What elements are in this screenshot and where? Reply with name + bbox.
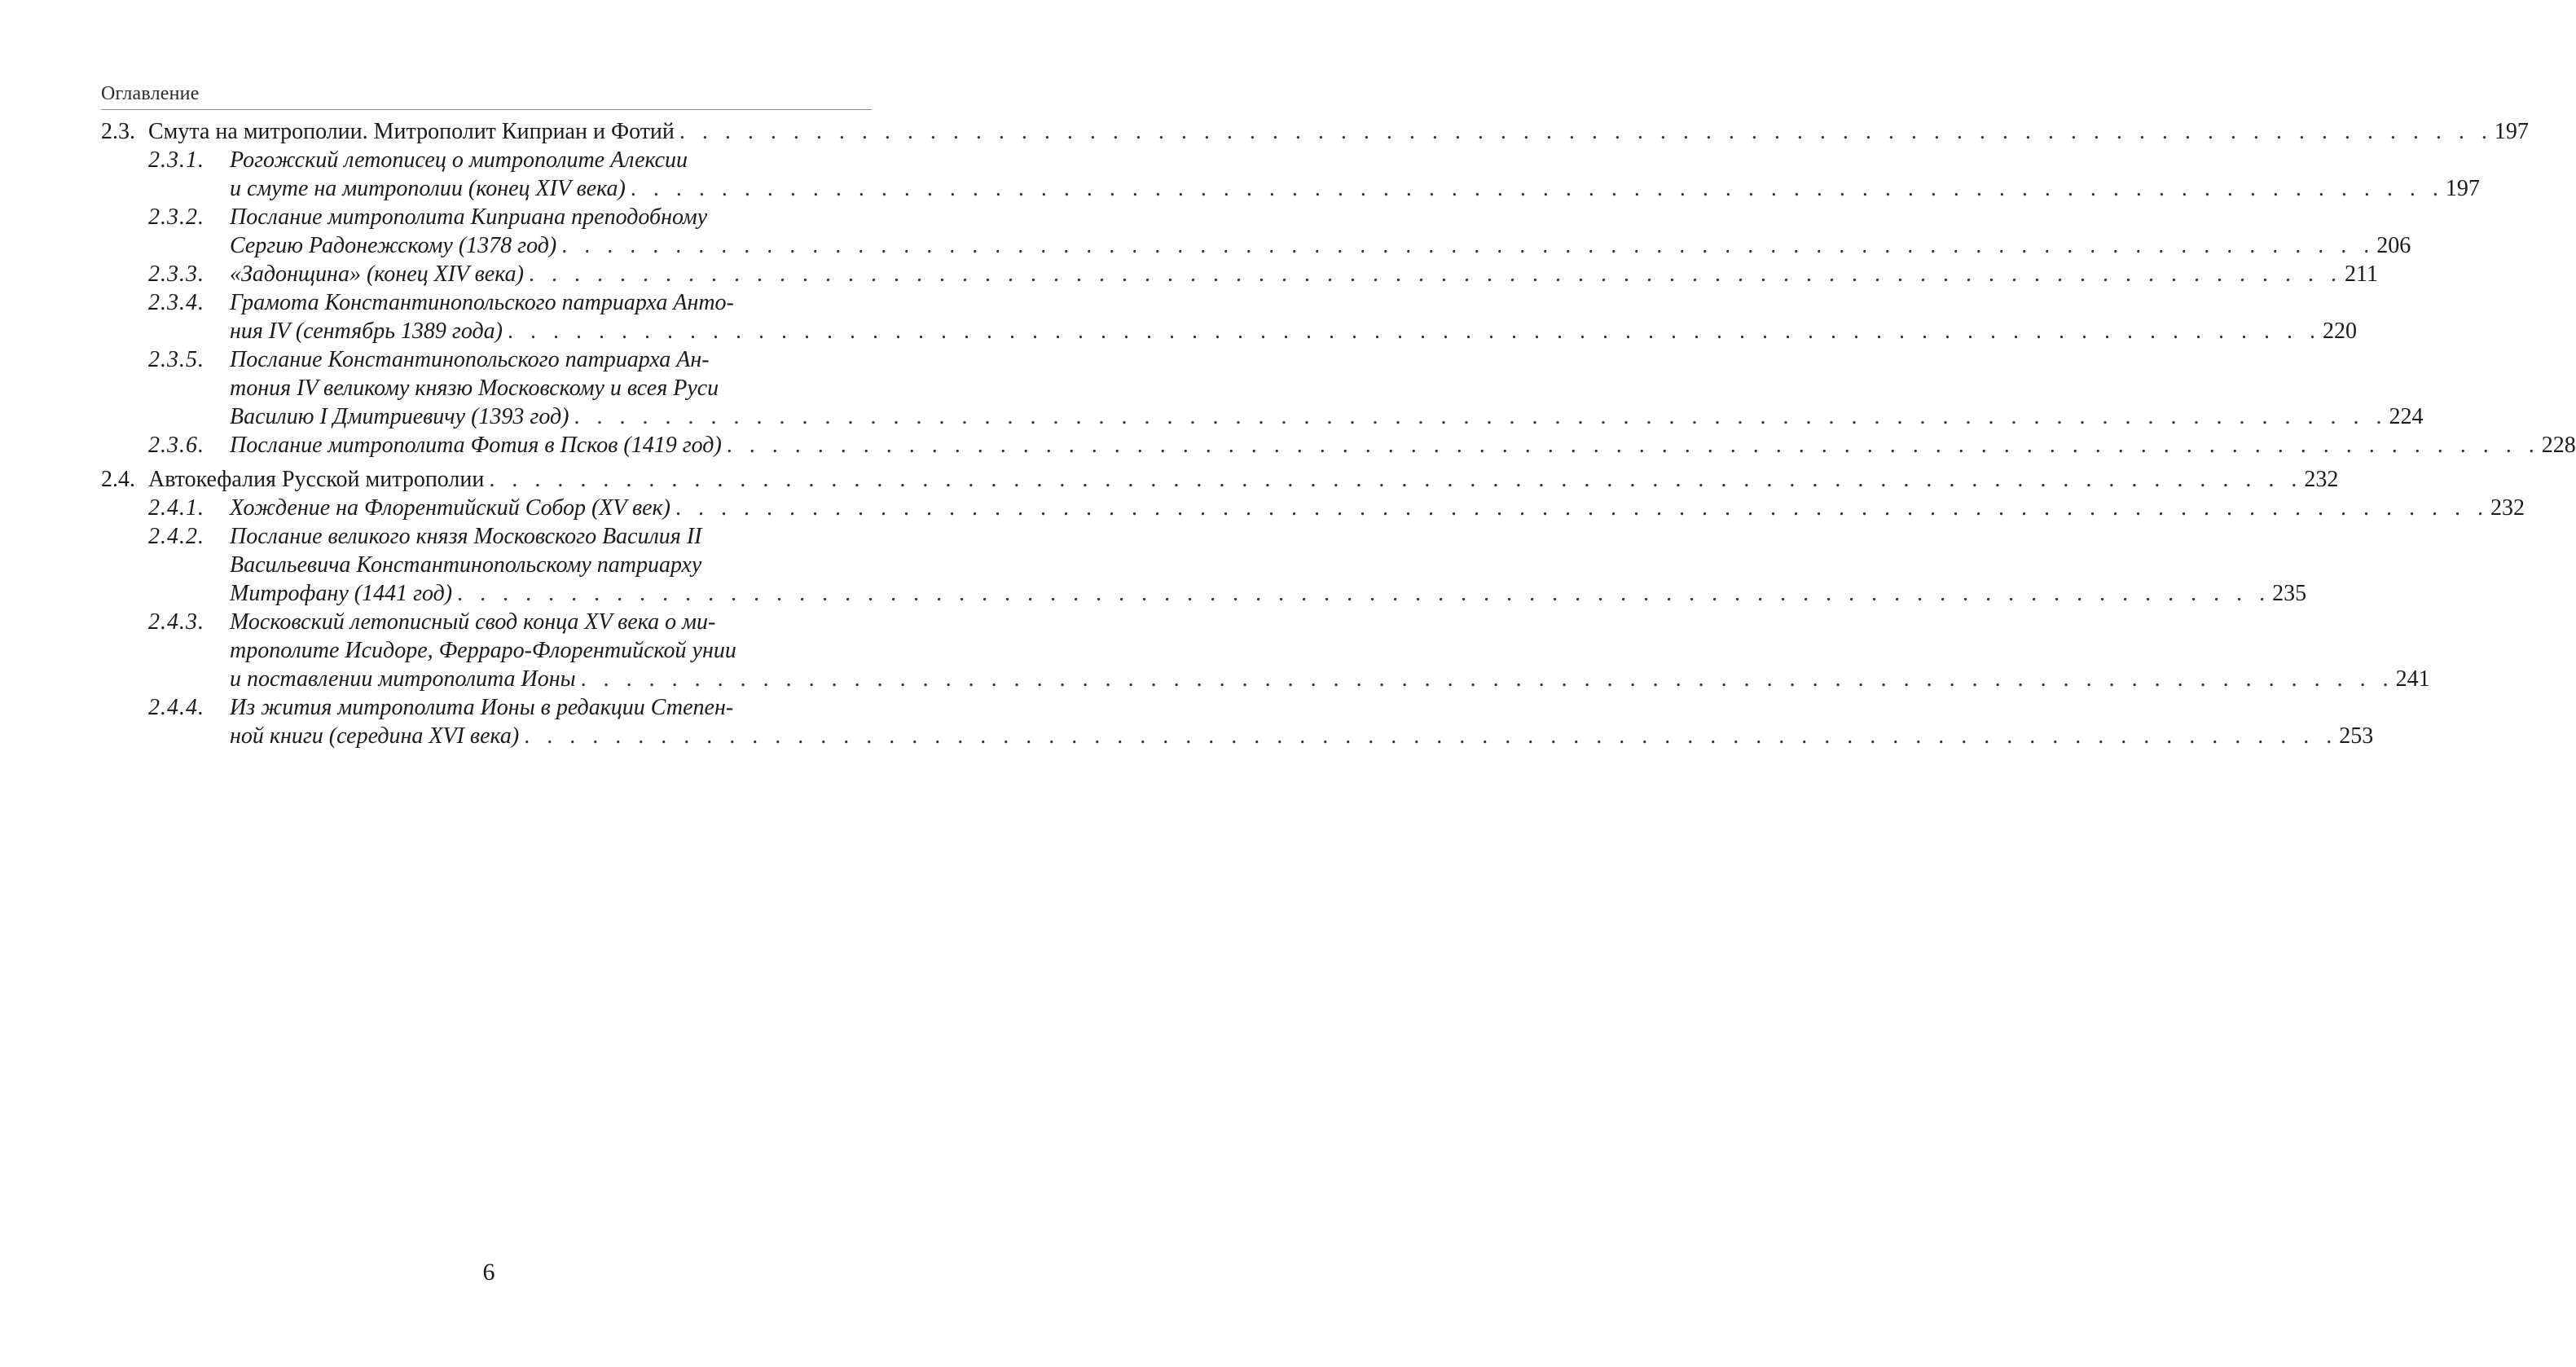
- toc-line: [101, 203, 872, 231]
- toc-entry-number: 2.3.1.: [148, 146, 204, 174]
- toc-entry-title: Послание великого князя Московского Василия II: [230, 522, 872, 551]
- dot-leader: . . . . . . . . . . . . . . . . . . . . . . . . . . . . . . . . . . . . . . . . . . . . . . . . . . . . . . . . . . . . . . . . . . . . . . . . . . . . . . . .: [569, 402, 2387, 431]
- toc-entry-title: Послание Константинопольского патриарха Ан-: [230, 345, 872, 374]
- toc-entry-title: Василию I Дмитриевичу (1393 год): [230, 402, 569, 431]
- toc-section: [101, 465, 872, 494]
- toc-entry-number: 2.3.3.: [148, 260, 204, 288]
- toc-line: [101, 231, 872, 260]
- toc-subsection: [101, 203, 872, 260]
- dot-leader: . . . . . . . . . . . . . . . . . . . . . . . . . . . . . . . . . . . . . . . . . . . . . . . . . . . . . . . . . . . . . . . . . . . . . . . . . . . . . . . .: [519, 722, 2337, 750]
- toc-page-number: 253: [2337, 722, 2373, 750]
- toc-entry-title: ной книги (середина XVI века): [230, 722, 519, 750]
- toc-page-number: 228: [2540, 431, 2576, 459]
- toc-page-number: 211: [2342, 260, 2378, 288]
- toc-subsection: [101, 494, 872, 522]
- toc-line: [101, 693, 872, 722]
- toc-page-number: 232: [2302, 465, 2338, 494]
- toc-entry-title: Сергию Радонежскому (1378 год): [230, 231, 556, 260]
- dot-leader: . . . . . . . . . . . . . . . . . . . . . . . . . . . . . . . . . . . . . . . . . . . . . . . . . . . . . . . . . . . . . . . . . . . . . . . . . . . . . . . .: [675, 117, 2493, 146]
- toc-entry-title: ния IV (сентябрь 1389 года): [230, 317, 503, 345]
- toc-line: [101, 345, 872, 374]
- toc-entry-number: 2.3.6.: [148, 431, 204, 459]
- toc-entry-title: трополите Исидоре, Ферраро-Флорентийской унии: [230, 636, 872, 665]
- toc-entry-title: Послание митрополита Фотия в Псков (1419 год): [230, 431, 722, 459]
- toc-page-number: 197: [2444, 174, 2480, 203]
- toc-line: [101, 636, 872, 665]
- dot-leader: . . . . . . . . . . . . . . . . . . . . . . . . . . . . . . . . . . . . . . . . . . . . . . . . . . . . . . . . . . . . . . . . . . . . . . . . . . . . . . . .: [484, 465, 2302, 494]
- toc-subsection: [101, 260, 872, 288]
- toc-entry-number: 2.3.2.: [148, 203, 204, 231]
- toc-page-number: 232: [2489, 494, 2525, 522]
- toc-section: [101, 117, 872, 146]
- toc-line: [101, 608, 872, 636]
- toc-line: [101, 465, 872, 494]
- toc-entry-leader-line: [230, 722, 872, 750]
- toc-entry-leader-line: [230, 174, 872, 203]
- toc-page-number: 235: [2270, 579, 2306, 608]
- dot-leader: . . . . . . . . . . . . . . . . . . . . . . . . . . . . . . . . . . . . . . . . . . . . . . . . . . . . . . . . . . . . . . . . . . . . . . . . . . . . . . . .: [722, 431, 2540, 459]
- toc-entry-leader-line: [230, 431, 872, 459]
- toc-line: [101, 665, 872, 693]
- toc-entry-leader-line: [230, 260, 872, 288]
- toc-page-number: 220: [2321, 317, 2357, 345]
- toc-entry-number: 2.4.2.: [148, 522, 204, 551]
- toc-entry-title: Послание митрополита Киприана преподобному: [230, 203, 872, 231]
- dot-leader: . . . . . . . . . . . . . . . . . . . . . . . . . . . . . . . . . . . . . . . . . . . . . . . . . . . . . . . . . . . . . . . . . . . . . . . . . . . . . . . .: [452, 579, 2270, 608]
- toc-line: [101, 551, 872, 579]
- toc-subsection: [101, 431, 872, 459]
- toc-line: [101, 146, 872, 174]
- toc-entry-number: 2.4.4.: [148, 693, 204, 722]
- toc-line: [101, 579, 872, 608]
- toc-entry-leader-line: [148, 117, 872, 146]
- toc-entry-title: и смуте на митрополии (конец XIV века): [230, 174, 626, 203]
- toc-page-number: 241: [2394, 665, 2430, 693]
- toc-entry-leader-line: [230, 579, 872, 608]
- toc-line: [101, 722, 872, 750]
- toc-line: [101, 317, 872, 345]
- toc-subsection: [101, 608, 872, 693]
- toc-entry-title: Из жития митрополита Ионы в редакции Степен-: [230, 693, 872, 722]
- toc-line: [101, 402, 872, 431]
- toc-entry-title: тония IV великому князю Московскому и всея Руси: [230, 374, 872, 402]
- toc-page-number: 224: [2387, 402, 2423, 431]
- dot-leader: . . . . . . . . . . . . . . . . . . . . . . . . . . . . . . . . . . . . . . . . . . . . . . . . . . . . . . . . . . . . . . . . . . . . . . . . . . . . . . . .: [670, 494, 2489, 522]
- toc-page-number: 197: [2493, 117, 2529, 146]
- toc-entry-leader-line: [230, 402, 872, 431]
- toc-entry-leader-line: [230, 317, 872, 345]
- toc-entry-number: 2.4.: [101, 465, 135, 494]
- toc-subsection: [101, 522, 872, 608]
- toc-subsection: [101, 693, 872, 750]
- toc-entry-number: 2.3.4.: [148, 288, 204, 317]
- toc-line: [101, 174, 872, 203]
- toc-subsection: [101, 345, 872, 431]
- dot-leader: . . . . . . . . . . . . . . . . . . . . . . . . . . . . . . . . . . . . . . . . . . . . . . . . . . . . . . . . . . . . . . . . . . . . . . . . . . . . . . . .: [626, 174, 2444, 203]
- toc-entry-title: Смута на митрополии. Митрополит Киприан и Фотий: [148, 117, 675, 146]
- toc-entry-title: Рогожский летописец о митрополите Алексии: [230, 146, 872, 174]
- running-header: [101, 81, 872, 110]
- toc-entry-leader-line: [230, 665, 872, 693]
- dot-leader: . . . . . . . . . . . . . . . . . . . . . . . . . . . . . . . . . . . . . . . . . . . . . . . . . . . . . . . . . . . . . . . . . . . . . . . . . . . . . . . .: [556, 231, 2375, 260]
- toc-line: [101, 260, 872, 288]
- running-header-title: Оглавление: [101, 83, 200, 105]
- toc-entry-title: Автокефалия Русской митрополии: [148, 465, 484, 494]
- toc-entry-title: «Задонщина» (конец XIV века): [230, 260, 524, 288]
- page-number: 6: [0, 1259, 978, 1286]
- toc-line: [101, 522, 872, 551]
- toc-entry-title: Московский летописный свод конца XV века о ми-: [230, 608, 872, 636]
- toc-line: [101, 431, 872, 459]
- toc-entry-title: Васильевича Константинопольскому патриарху: [230, 551, 872, 579]
- toc-entry-title: и поставлении митрополита Ионы: [230, 665, 576, 693]
- toc-entry-leader-line: [148, 465, 872, 494]
- toc-entry-number: 2.4.3.: [148, 608, 204, 636]
- toc-line: [101, 374, 872, 402]
- toc-entry-leader-line: [230, 494, 872, 522]
- toc-page-number: 206: [2375, 231, 2411, 260]
- toc-entry-number: 2.3.5.: [148, 345, 204, 374]
- toc-line: [101, 494, 872, 522]
- toc-entry-leader-line: [230, 231, 872, 260]
- dot-leader: . . . . . . . . . . . . . . . . . . . . . . . . . . . . . . . . . . . . . . . . . . . . . . . . . . . . . . . . . . . . . . . . . . . . . . . . . . . . . . . .: [576, 665, 2394, 693]
- toc-subsection: [101, 146, 872, 203]
- toc-subsection: [101, 288, 872, 345]
- toc-line: [101, 117, 872, 146]
- table-of-contents: [101, 117, 872, 750]
- toc-entry-title: Митрофану (1441 год): [230, 579, 452, 608]
- toc-entry-title: Хождение на Флорентийский Собор (XV век): [230, 494, 670, 522]
- toc-line: [101, 288, 872, 317]
- dot-leader: . . . . . . . . . . . . . . . . . . . . . . . . . . . . . . . . . . . . . . . . . . . . . . . . . . . . . . . . . . . . . . . . . . . . . . . . . . . . . . . .: [524, 260, 2342, 288]
- toc-entry-number: 2.4.1.: [148, 494, 204, 522]
- toc-entry-title: Грамота Константинопольского патриарха Анто-: [230, 288, 872, 317]
- toc-entry-number: 2.3.: [101, 117, 135, 146]
- dot-leader: . . . . . . . . . . . . . . . . . . . . . . . . . . . . . . . . . . . . . . . . . . . . . . . . . . . . . . . . . . . . . . . . . . . . . . . . . . . . . . . .: [503, 317, 2321, 345]
